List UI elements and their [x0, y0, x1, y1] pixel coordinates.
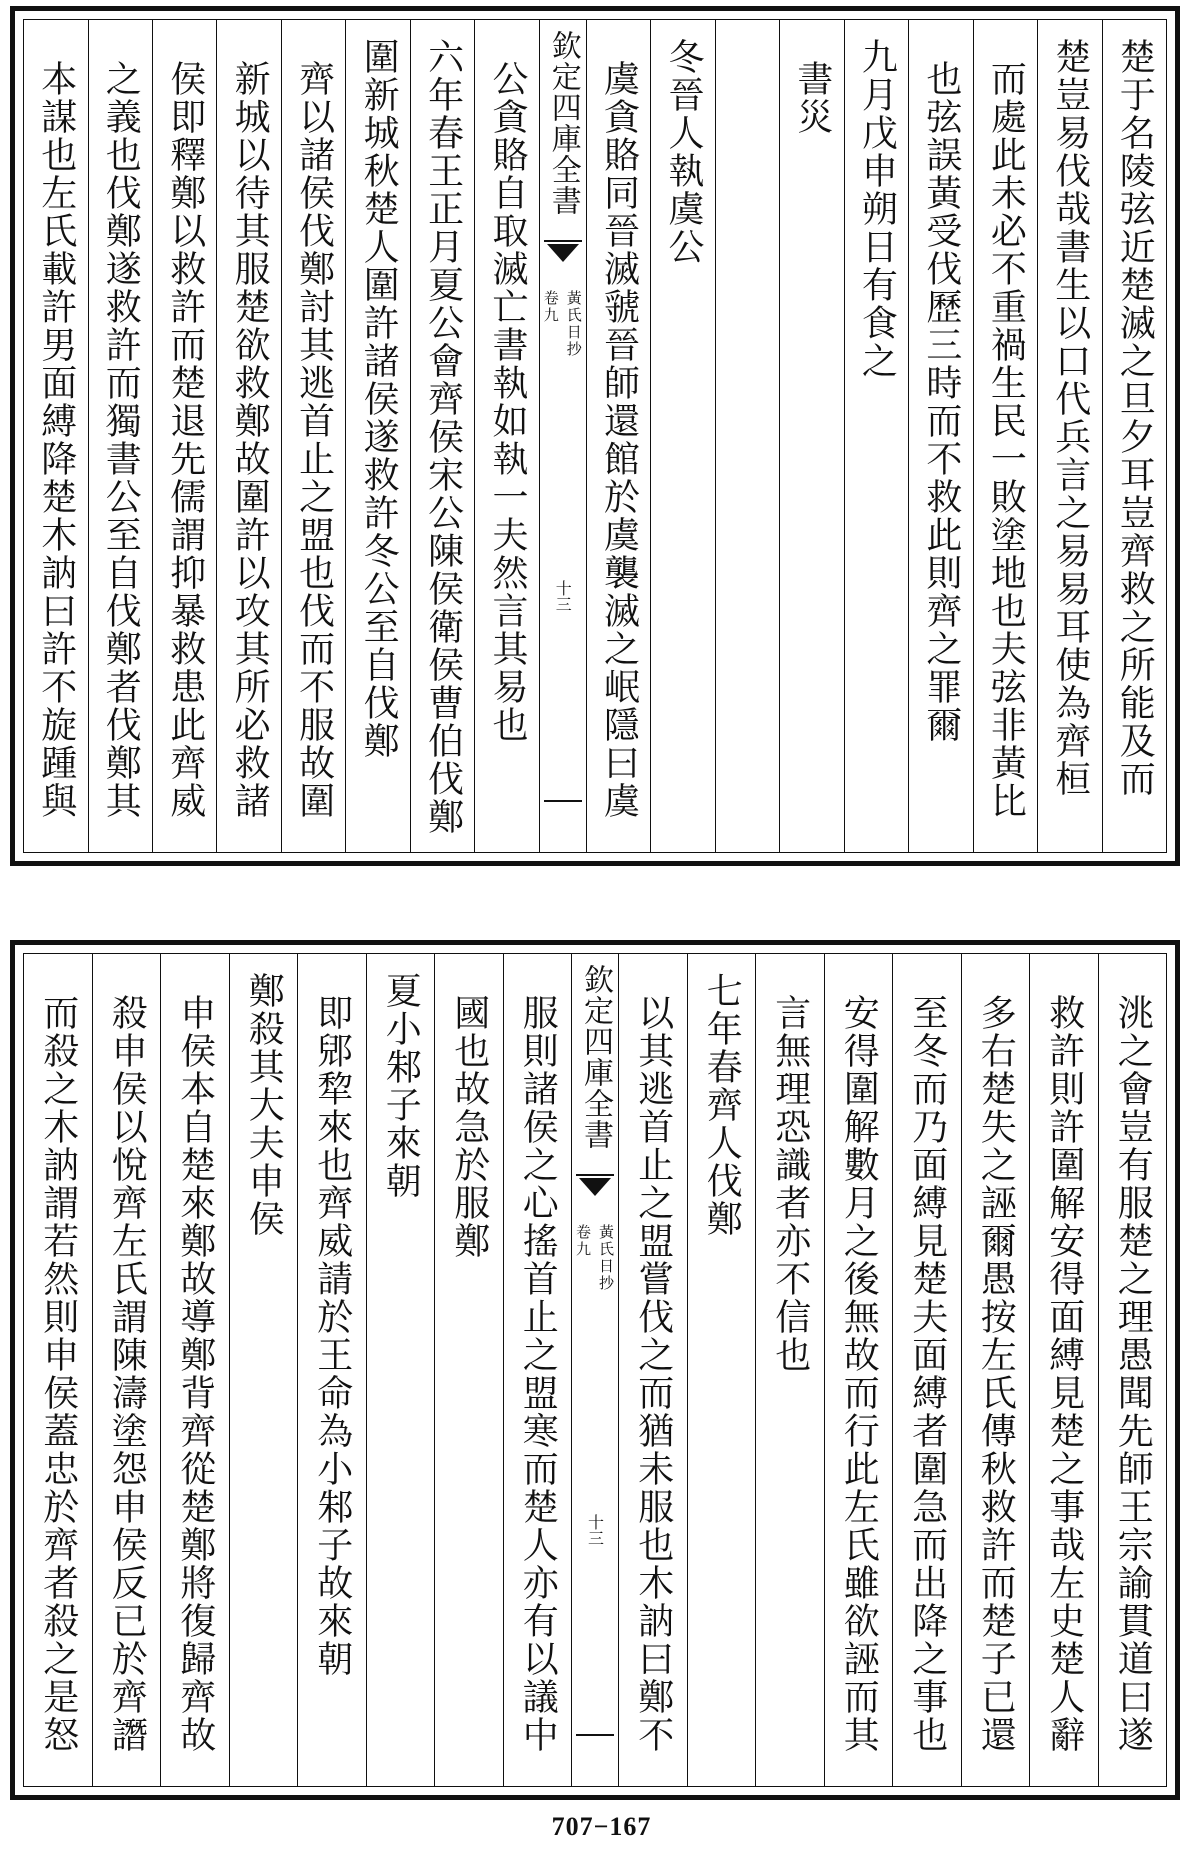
column-text: 楚豈易伐哉書生以口代兵言之易易耳使為齊桓	[1049, 38, 1091, 798]
book-title: 欽定四庫全書	[545, 30, 581, 216]
chapter-volume: 卷九	[541, 290, 560, 324]
column-text: 本謀也左氏載許男面縛降楚木訥曰許不旋踵與	[35, 60, 77, 820]
chapter-volume: 卷九	[574, 1224, 592, 1258]
center-fold	[539, 20, 586, 852]
column-text: 服則諸侯之心搖首止之盟寒而楚人亦有以議中	[517, 994, 559, 1754]
fold-line	[544, 780, 582, 802]
text-column	[216, 20, 280, 852]
text-column	[1029, 954, 1098, 1786]
text-column	[618, 954, 687, 1786]
text-column	[474, 20, 538, 852]
text-column	[650, 20, 714, 852]
column-text: 新城以待其服楚欲救鄭故圍許以攻其所必救諸	[229, 60, 271, 820]
text-column	[281, 20, 345, 852]
column-text: 而處此未必不重禍生民一敗塗地也夫弦非黃比	[985, 60, 1027, 820]
page-frame	[23, 953, 1167, 1787]
text-column	[229, 954, 298, 1786]
text-column	[892, 954, 961, 1786]
column-text: 殺申侯以悅齊左氏謂陳濤塗怨申侯反已於齊譖	[106, 994, 148, 1754]
text-column	[434, 954, 503, 1786]
page-top	[10, 6, 1180, 866]
column-text: 申侯本自楚來鄭故導鄭背齊從楚鄭將復歸齊故	[174, 994, 216, 1754]
text-column	[908, 20, 972, 852]
column-text: 洮之會豈有服楚之理愚聞先師王宗諭貫道曰遂	[1112, 994, 1154, 1754]
chapter-title: 黃氏日抄	[564, 290, 583, 358]
column-text: 公貪賂自取滅亡書執如執一夫然言其易也	[487, 60, 529, 744]
page-bottom	[10, 940, 1180, 1800]
text-column	[1102, 20, 1166, 852]
column-text: 安得圍解數月之後無故而行此左氏雖欲誣而其	[838, 994, 880, 1754]
page-frame	[23, 19, 1167, 853]
text-column	[152, 20, 216, 852]
book-title: 欽定四庫全書	[578, 964, 613, 1150]
column-text: 圍新城秋楚人圍許諸侯遂救許冬公至自伐鄭	[358, 38, 400, 760]
column-text: 鄭殺其大夫申侯	[243, 972, 285, 1238]
text-column	[297, 954, 366, 1786]
text-column	[687, 954, 756, 1786]
column-text: 九月戊申朔日有食之	[856, 38, 898, 380]
column-text: 書災	[791, 60, 833, 136]
folio-number: 十三	[553, 580, 573, 612]
column-text: 齊以諸侯伐鄭討其逃首止之盟也伐而不服故圍	[293, 60, 335, 820]
column-text: 即郳犂來也齊威請於王命為小邾子故來朝	[311, 994, 353, 1678]
text-column	[961, 954, 1030, 1786]
column-text: 虞貪賂同晉滅虢晉師還館於虞襲滅之岷隱曰虞	[598, 60, 640, 820]
fish-tail-ornament	[544, 240, 582, 272]
text-column	[586, 20, 650, 852]
text-column	[92, 954, 161, 1786]
text-columns	[24, 954, 1166, 1786]
column-text: 之義也伐鄭遂救許而獨書公至自伐鄭者伐鄭其	[100, 60, 142, 820]
page-number: 707−167	[551, 1812, 652, 1841]
chapter-label	[573, 1224, 617, 1292]
text-column	[410, 20, 474, 852]
chapter-label	[541, 290, 585, 358]
column-text: 侯即釋鄭以救許而楚退先儒謂抑暴救患此齊威	[164, 60, 206, 820]
column-text: 多右楚失之誣爾愚按左氏傳秋救許而楚子已還	[975, 994, 1017, 1754]
text-column	[715, 20, 779, 852]
column-text: 冬晉人執虞公	[662, 38, 704, 266]
text-column	[345, 20, 409, 852]
text-column	[88, 20, 152, 852]
column-text: 也弦誤黃受伐歷三時而不救此則齊之罪爾	[920, 60, 962, 744]
text-column	[1098, 954, 1167, 1786]
text-column	[824, 954, 893, 1786]
column-text: 六年春王正月夏公會齊侯宋公陳侯衛侯曹伯伐鄭	[422, 38, 464, 836]
column-text: 國也故急於服鄭	[448, 994, 490, 1260]
text-column	[755, 954, 824, 1786]
column-text: 言無理恐識者亦不信也	[769, 994, 811, 1374]
column-text: 救許則許圍解安得面縛見楚之事哉左史楚人辭	[1043, 994, 1085, 1754]
text-columns	[24, 20, 1166, 852]
text-column	[24, 954, 92, 1786]
chapter-title: 黃氏日抄	[597, 1224, 615, 1292]
text-column	[160, 954, 229, 1786]
column-text: 七年春齊人伐鄭	[701, 972, 743, 1238]
folio-number: 十三	[585, 1514, 605, 1546]
text-column	[973, 20, 1037, 852]
text-column	[503, 954, 572, 1786]
text-column	[779, 20, 843, 852]
text-column	[366, 954, 435, 1786]
text-column	[24, 20, 87, 852]
column-text: 而殺之木訥謂若然則申侯蓋忠於齊者殺之是怒	[37, 994, 79, 1754]
fish-tail-ornament	[576, 1174, 614, 1206]
column-text: 至冬而乃面縛見楚夫面縛者圍急而出降之事也	[906, 994, 948, 1754]
fold-line	[576, 1714, 614, 1736]
center-fold	[571, 954, 618, 1786]
column-text: 夏小邾子來朝	[380, 972, 422, 1200]
column-text: 楚于名陵弦近楚滅之旦夕耳豈齊救之所能及而	[1114, 38, 1156, 798]
text-column	[844, 20, 908, 852]
text-column	[1037, 20, 1101, 852]
column-text: 以其逃首止之盟嘗伐之而猶未服也木訥曰鄭不	[632, 994, 674, 1754]
